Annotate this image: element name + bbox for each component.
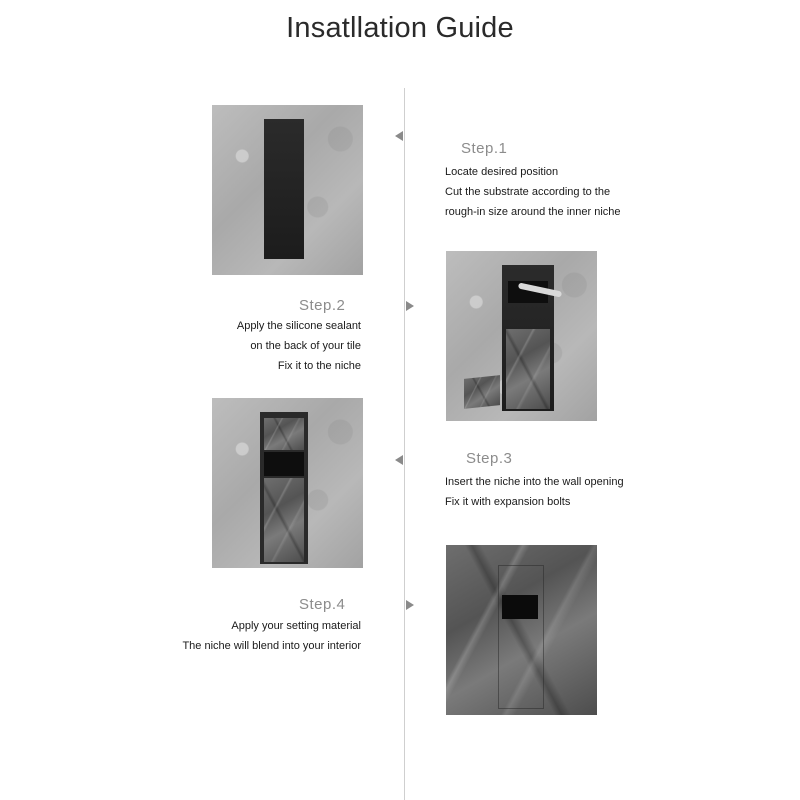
- niche-lower-tile: [264, 478, 304, 562]
- niche-outline: [498, 565, 544, 709]
- step2-line-2: on the back of your tile: [250, 340, 361, 352]
- step2-line-3: Fix it to the niche: [277, 360, 361, 372]
- step4-photo: [446, 545, 597, 715]
- step4-line-2: The niche will blend into your interior: [182, 640, 361, 652]
- step4-line-1: Apply your setting material: [231, 620, 361, 632]
- step3-line-2: Fix it with expansion bolts: [445, 496, 571, 508]
- step1-line-2: Cut the substrate according to the: [445, 186, 611, 198]
- step2-title: Step.2: [299, 297, 346, 314]
- step2-line-1: Apply the silicone sealant: [236, 320, 361, 332]
- loose-tile: [464, 375, 500, 409]
- step1-line-1: Locate desired position: [445, 166, 559, 178]
- arrow-right-icon: [406, 301, 414, 311]
- step3-line-1: Insert the niche into the wall opening: [445, 476, 624, 488]
- center-divider: [404, 88, 405, 800]
- tile-on-niche: [506, 329, 550, 409]
- step4-title: Step.4: [299, 596, 346, 613]
- niche-upper-tile: [264, 418, 304, 450]
- niche-opening: [264, 119, 304, 259]
- step3-title: Step.3: [466, 450, 513, 467]
- niche-shelf-opening: [264, 452, 304, 476]
- step3-photo: [212, 398, 363, 568]
- step1-title: Step.1: [461, 140, 508, 157]
- arrow-left-icon: [395, 455, 403, 465]
- niche-shelf: [502, 595, 538, 619]
- arrow-left-icon: [395, 131, 403, 141]
- step1-photo: [212, 105, 363, 275]
- arrow-right-icon: [406, 600, 414, 610]
- page-title: Insatllation Guide: [286, 12, 514, 44]
- step2-photo: [446, 251, 597, 421]
- step1-line-3: rough-in size around the inner niche: [445, 206, 621, 218]
